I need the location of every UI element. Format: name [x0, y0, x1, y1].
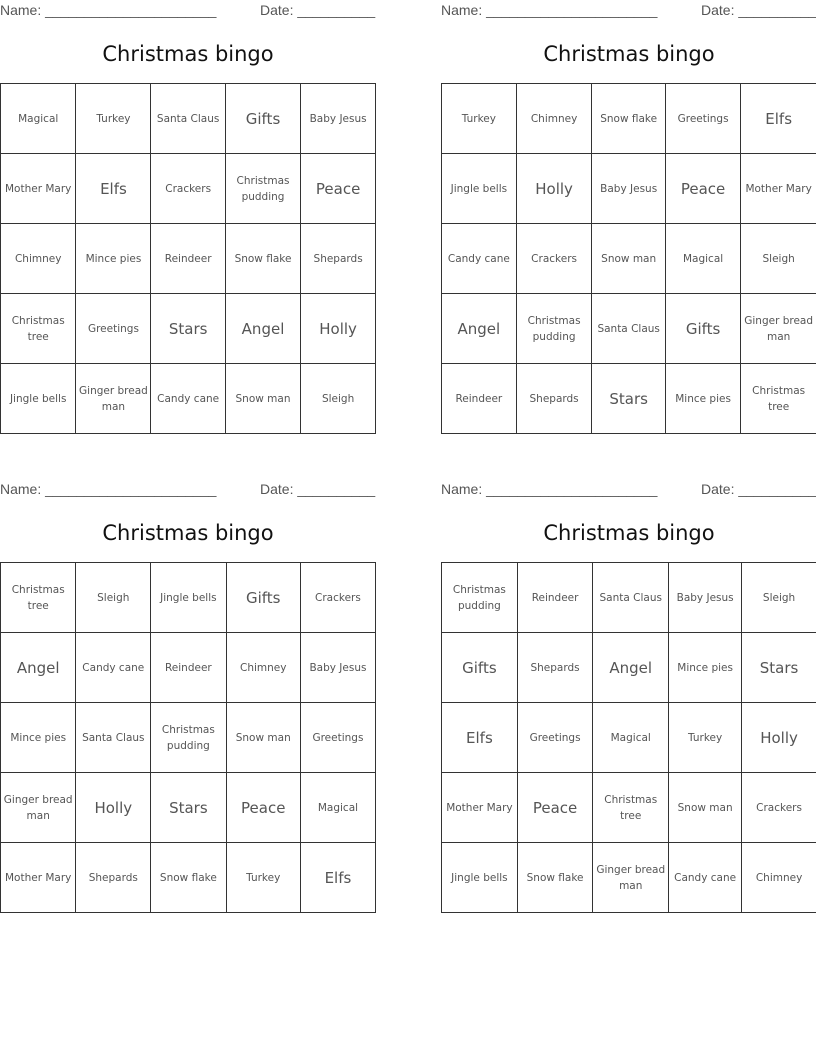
- bingo-grid: [441, 83, 816, 434]
- bingo-cell: Christmas pudding: [151, 703, 226, 773]
- bingo-cell: Jingle bells: [442, 154, 517, 224]
- bingo-cell: Greetings: [300, 703, 375, 773]
- bingo-cell: Reindeer: [151, 633, 226, 703]
- bingo-card-4: [441, 479, 816, 892]
- bingo-cell: Mince pies: [669, 633, 742, 703]
- grid-row: [1, 633, 376, 703]
- date-field-label: Date: __________: [260, 2, 376, 18]
- grid-row: [442, 224, 816, 294]
- grid-row: [1, 294, 376, 364]
- bingo-cell: Sleigh: [76, 563, 151, 633]
- bingo-cell: Santa Claus: [593, 563, 669, 633]
- bingo-cell: Jingle bells: [442, 843, 518, 913]
- bingo-cell: Greetings: [76, 294, 151, 364]
- bingo-cell: Snow flake: [225, 224, 300, 294]
- grid-row: [442, 773, 816, 843]
- card-title: Christmas bingo: [543, 42, 715, 66]
- grid-row: [442, 703, 816, 773]
- bingo-cell: Angel: [1, 633, 76, 703]
- grid-row: [1, 84, 376, 154]
- name-field-label: Name: ______________________: [0, 2, 217, 18]
- bingo-grid: [441, 562, 816, 913]
- bingo-cell: Peace: [517, 773, 593, 843]
- bingo-cell: Santa Claus: [151, 84, 225, 154]
- card-title: Christmas bingo: [102, 42, 274, 66]
- bingo-cell: Crackers: [742, 773, 816, 843]
- bingo-cell: Christmas pudding: [225, 154, 300, 224]
- bingo-cell: Baby Jesus: [669, 563, 742, 633]
- bingo-cell: Snow man: [592, 224, 665, 294]
- bingo-cell: Gifts: [225, 84, 300, 154]
- bingo-cell: Christmas pudding: [442, 563, 518, 633]
- bingo-cell: Elfs: [741, 84, 816, 154]
- bingo-card-1: [0, 0, 376, 413]
- bingo-cell: Christmas pudding: [516, 294, 592, 364]
- bingo-cell: Snow man: [669, 773, 742, 843]
- bingo-cell: Baby Jesus: [300, 633, 375, 703]
- name-field-label: Name: ______________________: [441, 2, 658, 18]
- bingo-cell: Elfs: [442, 703, 518, 773]
- card-title: Christmas bingo: [102, 521, 274, 545]
- bingo-cell: Crackers: [300, 563, 375, 633]
- bingo-cell: Ginger bread man: [1, 773, 76, 843]
- bingo-cell: Baby Jesus: [301, 84, 376, 154]
- bingo-cell: Snow man: [225, 364, 300, 434]
- bingo-cell: Christmas tree: [1, 294, 76, 364]
- bingo-cell: Mince pies: [1, 703, 76, 773]
- bingo-cell: Candy cane: [442, 224, 517, 294]
- bingo-cell: Ginger bread man: [76, 364, 151, 434]
- grid-row: [442, 843, 816, 913]
- bingo-cell: Mince pies: [76, 224, 151, 294]
- bingo-cell: Christmas tree: [593, 773, 669, 843]
- bingo-cell: Greetings: [665, 84, 740, 154]
- bingo-grid: [0, 83, 376, 434]
- bingo-cell: Baby Jesus: [592, 154, 665, 224]
- grid-row: [1, 224, 376, 294]
- bingo-cell: Chimney: [516, 84, 592, 154]
- grid-row: [1, 703, 376, 773]
- bingo-cell: Magical: [593, 703, 669, 773]
- bingo-cell: Holly: [742, 703, 816, 773]
- bingo-cell: Snow flake: [517, 843, 593, 913]
- bingo-cell: Stars: [742, 633, 816, 703]
- bingo-cell: Chimney: [1, 224, 76, 294]
- bingo-cell: Shepards: [517, 633, 593, 703]
- bingo-cell: Turkey: [76, 84, 151, 154]
- bingo-cell: Turkey: [226, 843, 300, 913]
- grid-row: [1, 843, 376, 913]
- date-field-label: Date: __________: [701, 481, 816, 497]
- bingo-cell: Chimney: [226, 633, 300, 703]
- bingo-cell: Mother Mary: [1, 843, 76, 913]
- grid-row: [1, 563, 376, 633]
- bingo-cell: Shepards: [516, 364, 592, 434]
- bingo-cell: Gifts: [665, 294, 740, 364]
- bingo-cell: Turkey: [669, 703, 742, 773]
- bingo-cell: Holly: [516, 154, 592, 224]
- bingo-cell: Shepards: [301, 224, 376, 294]
- bingo-cell: Crackers: [516, 224, 592, 294]
- bingo-cell: Peace: [301, 154, 376, 224]
- bingo-cell: Candy cane: [151, 364, 225, 434]
- bingo-cell: Greetings: [517, 703, 593, 773]
- bingo-cell: Stars: [151, 294, 225, 364]
- bingo-cell: Angel: [442, 294, 517, 364]
- card-header: [0, 479, 376, 501]
- card-header: [441, 0, 816, 22]
- bingo-cell: Candy cane: [669, 843, 742, 913]
- bingo-cell: Snow flake: [592, 84, 665, 154]
- bingo-cell: Snow man: [226, 703, 300, 773]
- bingo-cell: Christmas tree: [1, 563, 76, 633]
- bingo-cell: Sleigh: [741, 224, 816, 294]
- bingo-cell: Christmas tree: [741, 364, 816, 434]
- bingo-cell: Magical: [300, 773, 375, 843]
- grid-row: [442, 154, 816, 224]
- bingo-cell: Mother Mary: [442, 773, 518, 843]
- bingo-cell: Peace: [226, 773, 300, 843]
- name-field-label: Name: ______________________: [0, 481, 217, 497]
- bingo-cell: Candy cane: [76, 633, 151, 703]
- date-field-label: Date: __________: [701, 2, 816, 18]
- grid-row: [1, 364, 376, 434]
- bingo-cell: Magical: [1, 84, 76, 154]
- bingo-cell: Sleigh: [742, 563, 816, 633]
- bingo-cell: Angel: [225, 294, 300, 364]
- grid-row: [442, 84, 816, 154]
- grid-row: [1, 154, 376, 224]
- bingo-cell: Reindeer: [517, 563, 593, 633]
- grid-row: [442, 364, 816, 434]
- grid-row: [442, 294, 816, 364]
- bingo-cell: Crackers: [151, 154, 225, 224]
- bingo-cell: Ginger bread man: [741, 294, 816, 364]
- bingo-cell: Magical: [665, 224, 740, 294]
- grid-row: [442, 563, 816, 633]
- grid-row: [1, 773, 376, 843]
- bingo-cell: Chimney: [742, 843, 816, 913]
- bingo-cell: Holly: [301, 294, 376, 364]
- bingo-cell: Elfs: [76, 154, 151, 224]
- date-field-label: Date: __________: [260, 481, 376, 497]
- grid-row: [442, 633, 816, 703]
- bingo-cell: Mother Mary: [741, 154, 816, 224]
- bingo-cell: Holly: [76, 773, 151, 843]
- bingo-cell: Turkey: [442, 84, 517, 154]
- bingo-cell: Reindeer: [151, 224, 225, 294]
- bingo-cell: Stars: [592, 364, 665, 434]
- bingo-card-3: [0, 479, 376, 887]
- bingo-cell: Santa Claus: [76, 703, 151, 773]
- bingo-cell: Jingle bells: [151, 563, 226, 633]
- bingo-cell: Stars: [151, 773, 226, 843]
- bingo-grid: [0, 562, 376, 913]
- bingo-cell: Jingle bells: [1, 364, 76, 434]
- card-header: [0, 0, 376, 22]
- bingo-cell: Shepards: [76, 843, 151, 913]
- name-field-label: Name: ______________________: [441, 481, 658, 497]
- bingo-cell: Sleigh: [301, 364, 376, 434]
- bingo-cell: Peace: [665, 154, 740, 224]
- card-header: [441, 479, 816, 501]
- bingo-cell: Mother Mary: [1, 154, 76, 224]
- bingo-cell: Reindeer: [442, 364, 517, 434]
- bingo-cell: Elfs: [300, 843, 375, 913]
- bingo-cell: Ginger bread man: [593, 843, 669, 913]
- card-title: Christmas bingo: [543, 521, 715, 545]
- bingo-cell: Gifts: [442, 633, 518, 703]
- bingo-cell: Gifts: [226, 563, 300, 633]
- bingo-cell: Mince pies: [665, 364, 740, 434]
- bingo-cell: Snow flake: [151, 843, 226, 913]
- bingo-card-2: [441, 0, 816, 413]
- bingo-cell: Santa Claus: [592, 294, 665, 364]
- bingo-cell: Angel: [593, 633, 669, 703]
